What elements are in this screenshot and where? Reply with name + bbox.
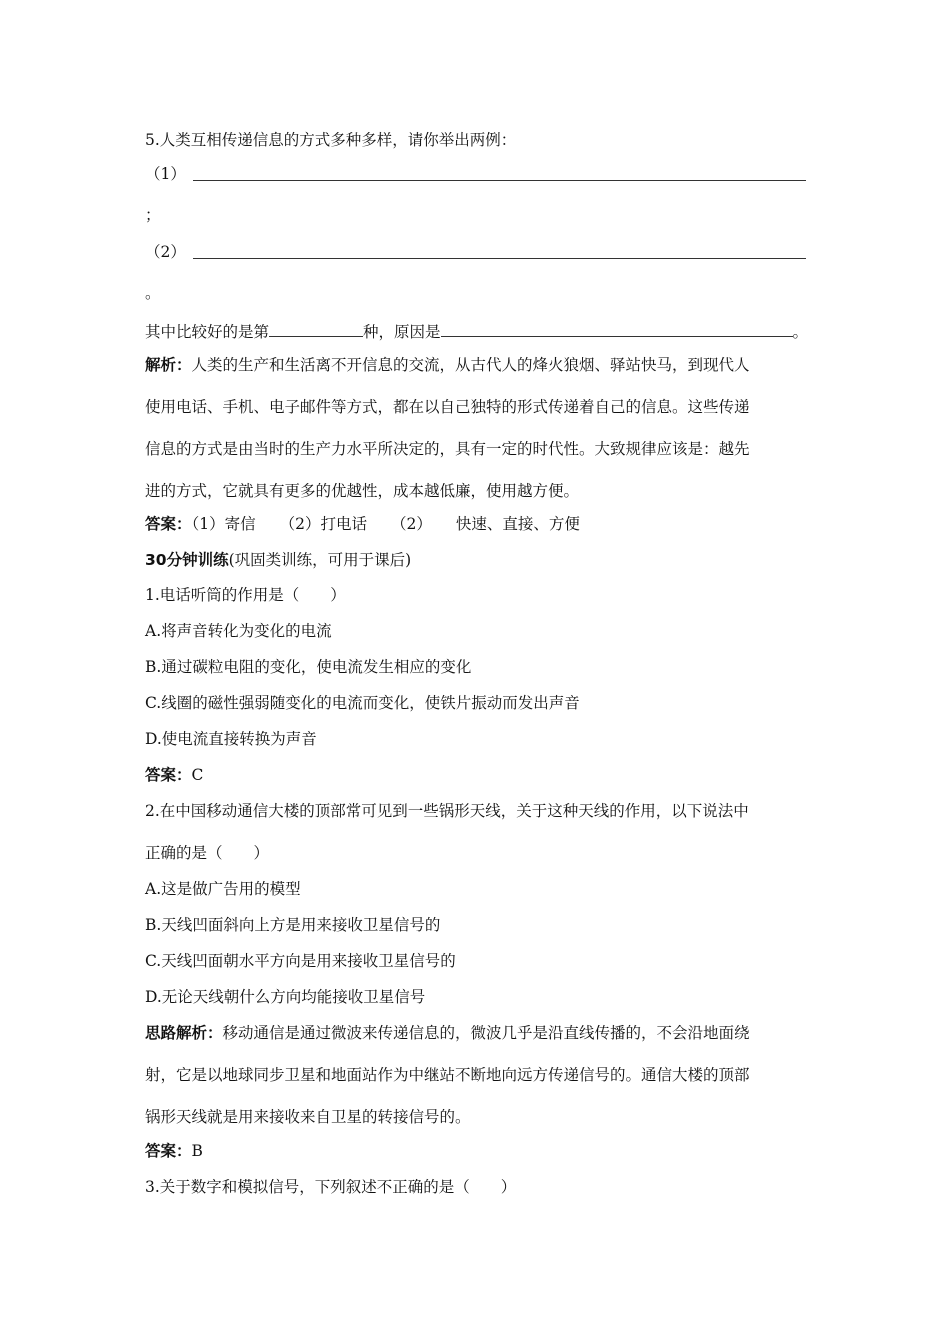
q2-option-b: B.天线凹面斜向上方是用来接收卫星信号的 — [145, 916, 441, 934]
q1-option-b: B.通过碳粒电阻的变化，使电流发生相应的变化 — [145, 658, 472, 676]
section-subtitle: (巩固类训练，可用于课后) — [228, 551, 412, 569]
q1-option-a: A.将声音转化为变化的电流 — [145, 622, 332, 640]
q5-blank1-end: ； — [145, 206, 161, 224]
q5-compare-blank2[interactable] — [441, 320, 793, 337]
q3-stem: 3.关于数字和模拟信号，下列叙述不正确的是（ ） — [145, 1178, 517, 1196]
q5-blank2-line[interactable] — [193, 258, 806, 259]
q2-answer: B — [191, 1142, 203, 1160]
q2-option-c: C.天线凹面朝水平方向是用来接收卫星信号的 — [145, 952, 456, 970]
q2-analysis-line-1: 思路解析：移动通信是通过微波来传递信息的，微波几乎是沿直线传播的，不会沿地面绕 — [145, 1024, 750, 1042]
q5-blank1-label: （1） — [145, 165, 186, 183]
q2-answer-line — [145, 1141, 810, 1161]
q2-stem-line-2: 正确的是（ ） — [145, 844, 270, 862]
q5-answer-line: 答案：（1）寄信 （2）打电话 （2） 快速、直接、方便 — [145, 515, 580, 533]
section-header — [145, 550, 810, 570]
q5-analysis-line-3: 信息的方式是由当时的生产力水平所决定的，具有一定的时代性。大致规律应该是：越先 — [145, 440, 750, 458]
q1-answer-label: 答案： — [145, 766, 192, 784]
q5-blank1-line[interactable] — [193, 180, 806, 181]
q2-analysis-label: 思路解析： — [145, 1024, 223, 1042]
q1-stem: 1.电话听筒的作用是（ ） — [145, 586, 346, 604]
q5-compare-a: 其中比较好的是第 — [145, 323, 270, 341]
q5-blank2-label: （2） — [145, 243, 186, 261]
q5-compare-line — [145, 320, 810, 342]
q5-compare-blank1[interactable] — [269, 320, 363, 337]
q1-option-c: C.线圈的磁性强弱随变化的电流而变化，使铁片振动而发出声音 — [145, 694, 580, 712]
q2-analysis-line-3: 锅形天线就是用来接收来自卫星的转接信号的。 — [145, 1108, 471, 1126]
q5-blank2-end: 。 — [145, 284, 161, 302]
q1-answer: C — [191, 766, 204, 784]
q2-option-d: D.无论天线朝什么方向均能接收卫星信号 — [145, 988, 426, 1006]
q5-analysis-line-4: 进的方式，它就具有更多的优越性，成本越低廉，使用越方便。 — [145, 482, 580, 500]
q5-stem: 5.人类互相传递信息的方式多种多样，请你举出两例： — [145, 131, 517, 149]
q2-analysis-line-2: 射，它是以地球同步卫星和地面站作为中继站不断地向远方传递信号的。通信大楼的顶部 — [145, 1066, 750, 1084]
q5-analysis-line-2: 使用电话、手机、电子邮件等方式，都在以自己独特的形式传递着自己的信息。这些传递 — [145, 398, 750, 416]
q5-analysis-label: 解析： — [145, 356, 192, 374]
q1-answer-line — [145, 765, 810, 785]
q2-stem-line-1: 2.在中国移动通信大楼的顶部常可见到一些锅形天线，关于这种天线的作用，以下说法中 — [145, 802, 749, 820]
q5-compare-end: 。 — [792, 323, 809, 341]
q5-compare-b: 种，原因是 — [363, 323, 441, 341]
q2-answer-label: 答案： — [145, 1142, 192, 1160]
q5-analysis-line-1: 解析：人类的生产和生活离不开信息的交流，从古代人的烽火狼烟、驿站快马，到现代人 — [145, 356, 750, 374]
q1-option-d: D.使电流直接转换为声音 — [145, 730, 317, 748]
section-title: 30分钟训练 — [145, 551, 229, 569]
q5-answer-label: 答案： — [145, 515, 192, 533]
q2-option-a: A.这是做广告用的模型 — [145, 880, 301, 898]
